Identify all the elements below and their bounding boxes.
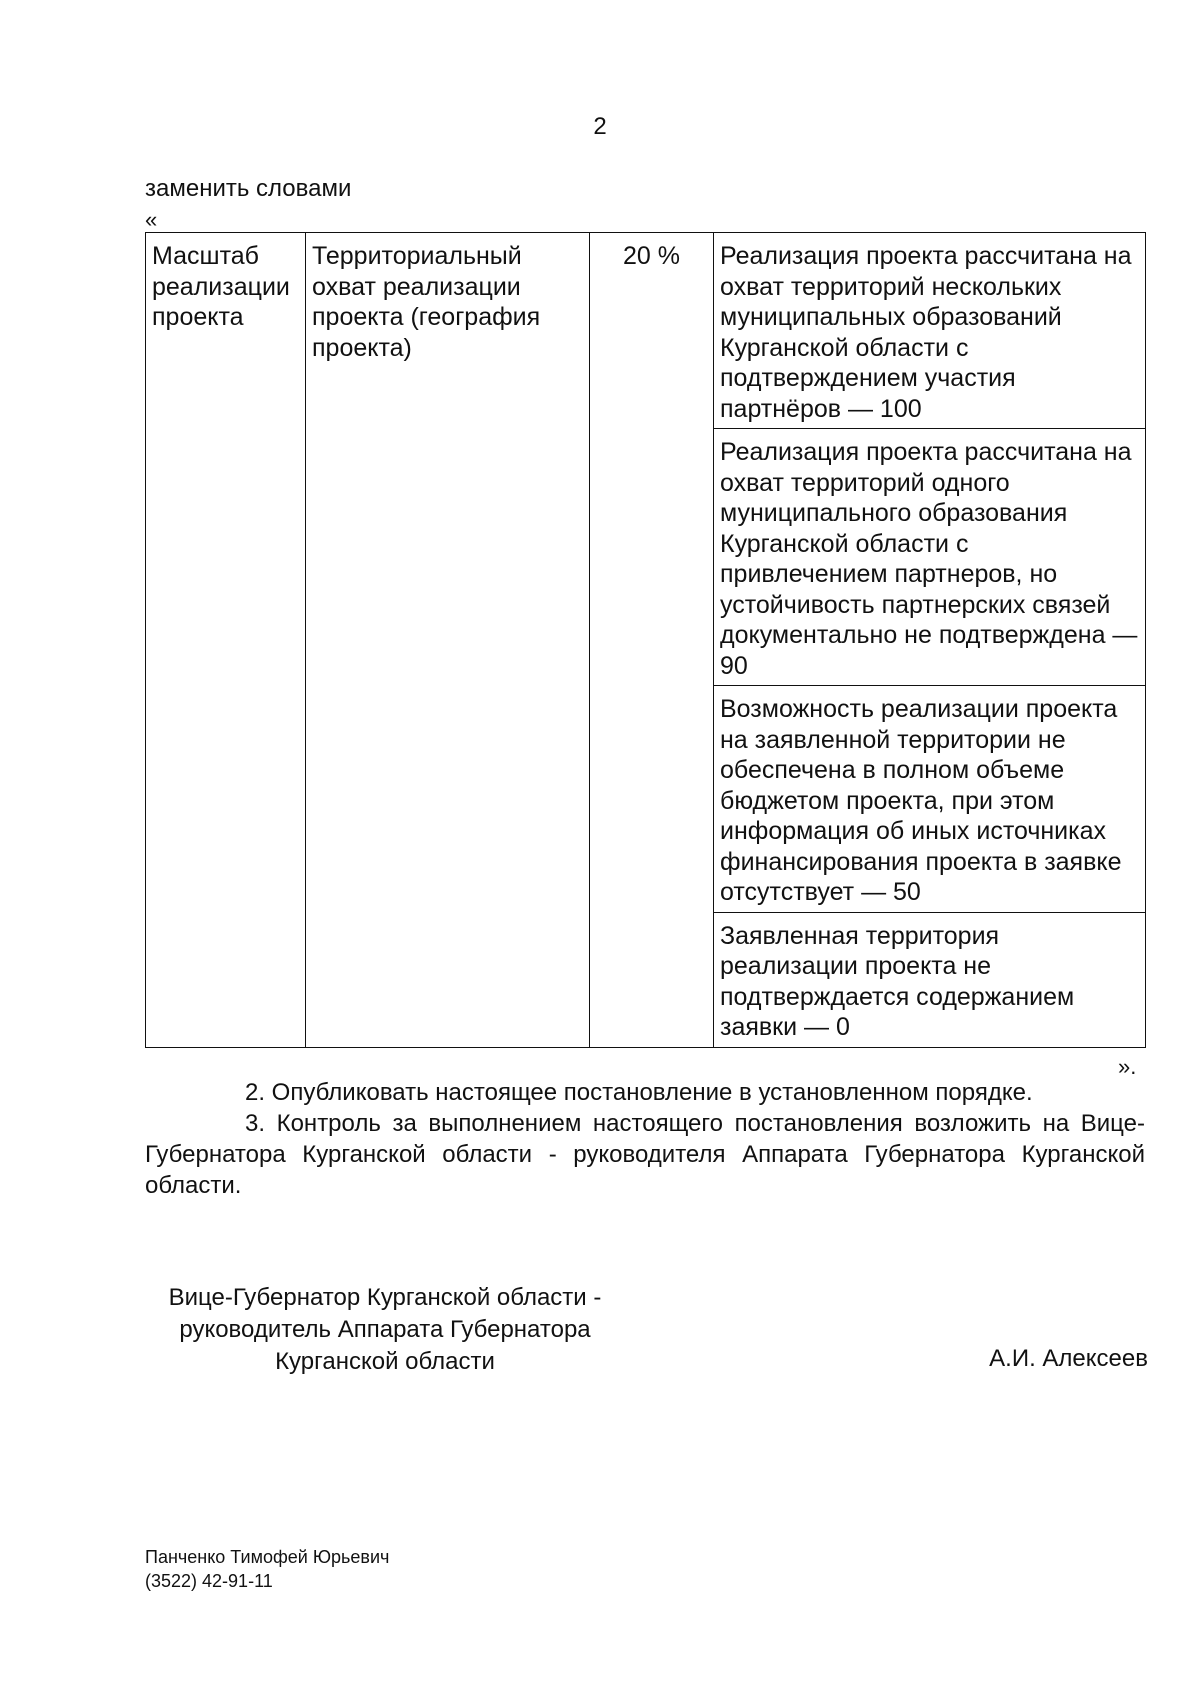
paragraph: 3. Контроль за выполнением настоящего постановления возложить на Вице-Губернатора Курганской области - руководителя Аппарата Губернатора Курганской области. [145,1110,1145,1199]
body-text [145,1077,1145,1201]
open-quote: « [145,207,158,232]
executor-name: Панченко Тимофей Юрьевич [145,1547,390,1567]
table-row [146,233,1146,429]
paragraph: 2. Опубликовать настоящее постановление в установленном порядке. [245,1079,1033,1106]
signature-title-line: Вице-Губернатор Курганской области - [168,1284,602,1311]
signature-title [145,1282,625,1378]
indicator-cell: Территориальный охват реализации проекта (география проекта) [306,233,590,1048]
description-cell: Заявленная территория реализации проекта не подтверждается содержанием заявки — 0 [714,912,1146,1047]
signatory-name: А.И. Алексеев [989,1345,1148,1372]
criteria-table [145,232,1146,1048]
description-cell: Реализация проекта рассчитана на охват территорий нескольких муниципальных образований Курганской области с подтверждением участия партнёров — 100 [714,233,1146,429]
executor-block [145,1545,389,1593]
signature-title-line: руководитель Аппарата Губернатора [179,1316,591,1343]
executor-phone: (3522) 42-91-11 [145,1571,273,1591]
signature-title-line: Курганской области [275,1348,495,1375]
intro-text: заменить словами [145,175,352,202]
close-quote: ». [1118,1054,1137,1079]
weight-cell: 20 % [590,233,714,1048]
page-number: 2 [593,113,607,140]
description-cell: Возможность реализации проекта на заявленной территории не обеспечена в полном объеме бюджетом проекта, при этом информация об иных источниках финансирования проекта в заявке отсутствует — 50 [714,686,1146,913]
description-cell: Реализация проекта рассчитана на охват территорий одного муниципального образования Курганской области с привлечением партнеров, но устойчивость партнерских связей документально не подтверждена — 90 [714,429,1146,686]
criterion-cell: Масштаб реализации проекта [146,233,306,1048]
